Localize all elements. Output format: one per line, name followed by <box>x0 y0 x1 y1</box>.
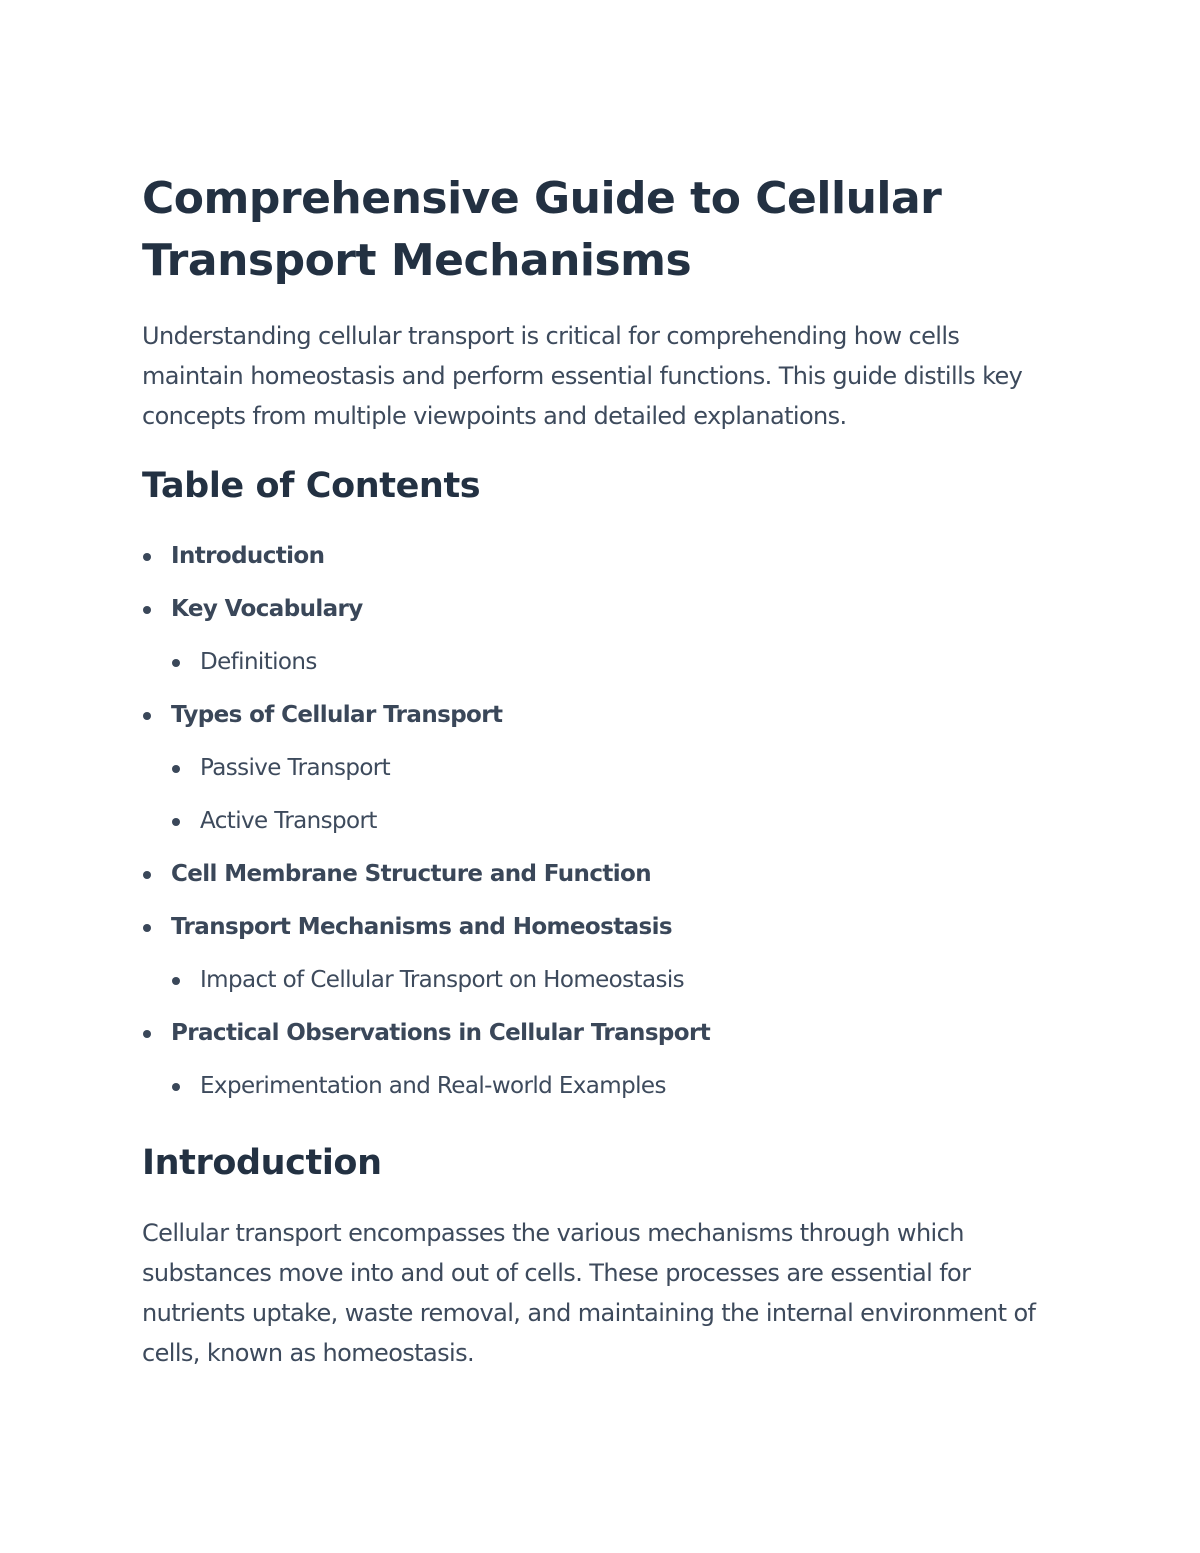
toc-item-impact-on-homeostasis[interactable] <box>142 954 1062 1007</box>
toc-item-label: Practical Observations in Cellular Transport <box>171 1020 711 1046</box>
toc-item-label: Types of Cellular Transport <box>171 702 503 728</box>
toc-item-label: Passive Transport <box>200 755 391 781</box>
toc-item-practical-observations[interactable] <box>142 1007 1062 1060</box>
toc-item-label: Introduction <box>171 543 325 569</box>
bullet-icon <box>172 765 180 773</box>
toc-item-label: Impact of Cellular Transport on Homeostasis <box>200 967 684 993</box>
bullet-icon <box>172 818 180 826</box>
introduction-heading: Introduction <box>142 1143 382 1183</box>
toc-item-key-vocabulary[interactable] <box>142 583 1062 636</box>
bullet-icon <box>143 553 151 561</box>
toc-item-label: Key Vocabulary <box>171 596 363 622</box>
toc-item-label: Active Transport <box>200 808 377 834</box>
page-title: Comprehensive Guide to Cellular Transport Mechanisms <box>142 173 942 286</box>
toc-item-label: Definitions <box>200 649 317 675</box>
toc-item-active-transport[interactable] <box>142 795 1062 848</box>
bullet-icon <box>143 606 151 614</box>
bullet-icon <box>143 1030 151 1038</box>
toc-item-introduction[interactable] <box>142 530 1062 583</box>
toc-item-label: Experimentation and Real-world Examples <box>200 1073 666 1099</box>
table-of-contents <box>142 530 1062 1113</box>
toc-item-label: Transport Mechanisms and Homeostasis <box>171 914 672 940</box>
document-page <box>142 168 1062 1373</box>
bullet-icon <box>143 871 151 879</box>
toc-item-passive-transport[interactable] <box>142 742 1062 795</box>
toc-item-experimentation[interactable] <box>142 1060 1062 1113</box>
bullet-icon <box>143 712 151 720</box>
toc-item-transport-mechanisms[interactable] <box>142 901 1062 954</box>
intro-paragraph: Understanding cellular transport is critical for comprehending how cells maintain homeostasis and perform essential functions. This guide distills key concepts from multiple viewpoints and detailed explanations. <box>142 322 1023 430</box>
bullet-icon <box>172 1083 180 1091</box>
introduction-paragraph: Cellular transport encompasses the various mechanisms through which substances move into and out of cells. These processes are essential for nutrients uptake, waste removal, and maintaining the internal environment of cells, known as homeostasis. <box>142 1219 1036 1367</box>
toc-heading: Table of Contents <box>142 466 481 506</box>
bullet-icon <box>143 924 151 932</box>
toc-item-definitions[interactable] <box>142 636 1062 689</box>
toc-item-cell-membrane[interactable] <box>142 848 1062 901</box>
toc-item-label: Cell Membrane Structure and Function <box>171 861 652 887</box>
bullet-icon <box>172 977 180 985</box>
toc-item-types-of-cellular-transport[interactable] <box>142 689 1062 742</box>
bullet-icon <box>172 659 180 667</box>
